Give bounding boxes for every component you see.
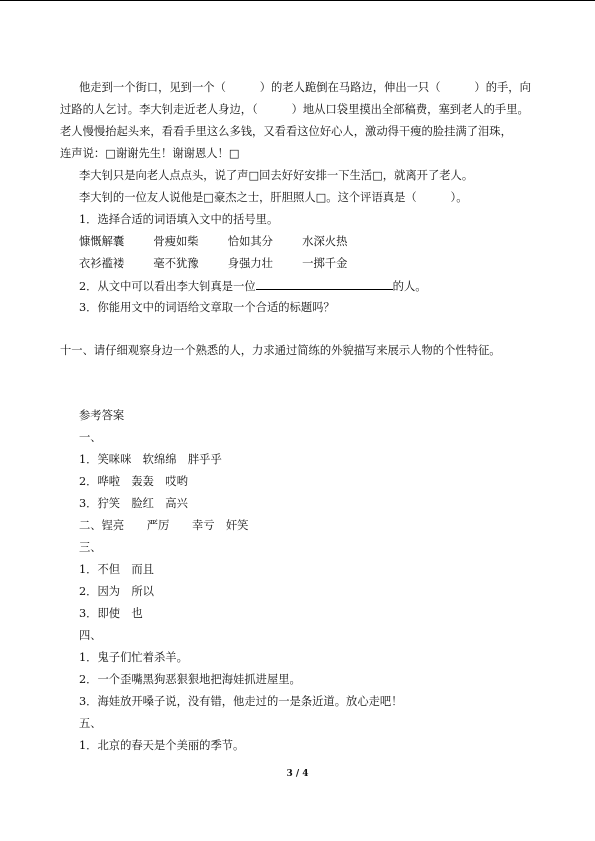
word-choice: 水深火热	[302, 235, 348, 248]
passage-line-1: 他走到一个街口，见到一个（ ）的老人跪倒在马路边，伸出一只（ ）的手，向	[79, 81, 531, 94]
passage-line-2: 过路的人乞讨。李大钊走近老人身边，（ ）地从口袋里摸出全部稿费，塞到老人的手里。	[60, 103, 529, 116]
answer-line: 2．因为 所以	[79, 585, 154, 598]
answer-line: 3．即使 也	[79, 607, 143, 620]
word-choice: 恰如其分	[227, 235, 273, 248]
answer-line: 3．海娃放开嗓子说，没有错，他走过的一是条近道。放心走吧！	[79, 695, 403, 708]
word-choice: 衣衫褴褛	[79, 257, 125, 270]
passage-line-6: 李大钊的一位友人说他是□豪杰之士，肝胆照人□。这个评语真是（ ）。	[79, 191, 468, 204]
question-3: 3．你能用文中的词语给文章取一个合适的标题吗？	[79, 301, 335, 314]
answer-line: 四、	[79, 629, 102, 642]
question-2-prefix: 2．从文中可以看出李大钊真是一位	[79, 280, 256, 293]
answer-line: 1．鬼子们忙着杀羊。	[79, 651, 188, 664]
answer-line: 二、锃亮 严厉 幸亏 奸笑	[79, 519, 249, 532]
word-choice: 骨瘦如柴	[153, 235, 199, 248]
word-choice: 一掷千金	[302, 257, 348, 270]
answer-line: 一、	[79, 431, 102, 444]
passage-line-3: 老人慢慢抬起头来，看看手里这么多钱，又看看这位好心人，激动得干瘦的脸挂满了泪珠，	[60, 125, 512, 138]
answer-line: 2．一个歪嘴黑狗恶狠狠地把海娃抓进屋里。	[79, 673, 301, 686]
answers-title: 参考答案	[79, 409, 125, 422]
answer-line: 三、	[79, 541, 102, 554]
answer-line: 五、	[79, 717, 102, 730]
page-number: 3 / 4	[286, 769, 309, 779]
word-choice: 身强力壮	[227, 257, 273, 270]
word-choices-row-2	[79, 256, 347, 272]
answer-blank[interactable]	[256, 278, 393, 290]
passage-line-4: 连声说：□谢谢先生！谢谢恩人！□	[60, 147, 240, 160]
word-choice: 毫不犹豫	[153, 257, 199, 270]
question-2	[79, 278, 427, 295]
word-choices-row-1	[79, 234, 347, 250]
page-top-border	[0, 0, 595, 1]
answer-line: 2．哗啦 轰轰 哎哟	[79, 475, 188, 488]
question-1: 1．选择合适的词语填入文中的括号里。	[79, 213, 279, 226]
answer-line: 3．狞笑 脸红 高兴	[79, 497, 188, 510]
section-11-prompt: 十一、请仔细观察身边一个熟悉的人，力求通过简练的外貌描写来展示人物的个性特征。	[60, 344, 501, 357]
passage-line-5: 李大钊只是向老人点点头，说了声□回去好好安排一下生活□，就离开了老人。	[79, 169, 474, 182]
answer-line: 1．笑咪咪 软绵绵 胖乎乎	[79, 453, 222, 466]
answer-line: 1．北京的春天是个美丽的季节。	[79, 739, 245, 752]
question-2-suffix: 的人。	[392, 280, 427, 293]
answer-line: 1．不但 而且	[79, 563, 154, 576]
word-choice: 慷慨解囊	[79, 235, 125, 248]
